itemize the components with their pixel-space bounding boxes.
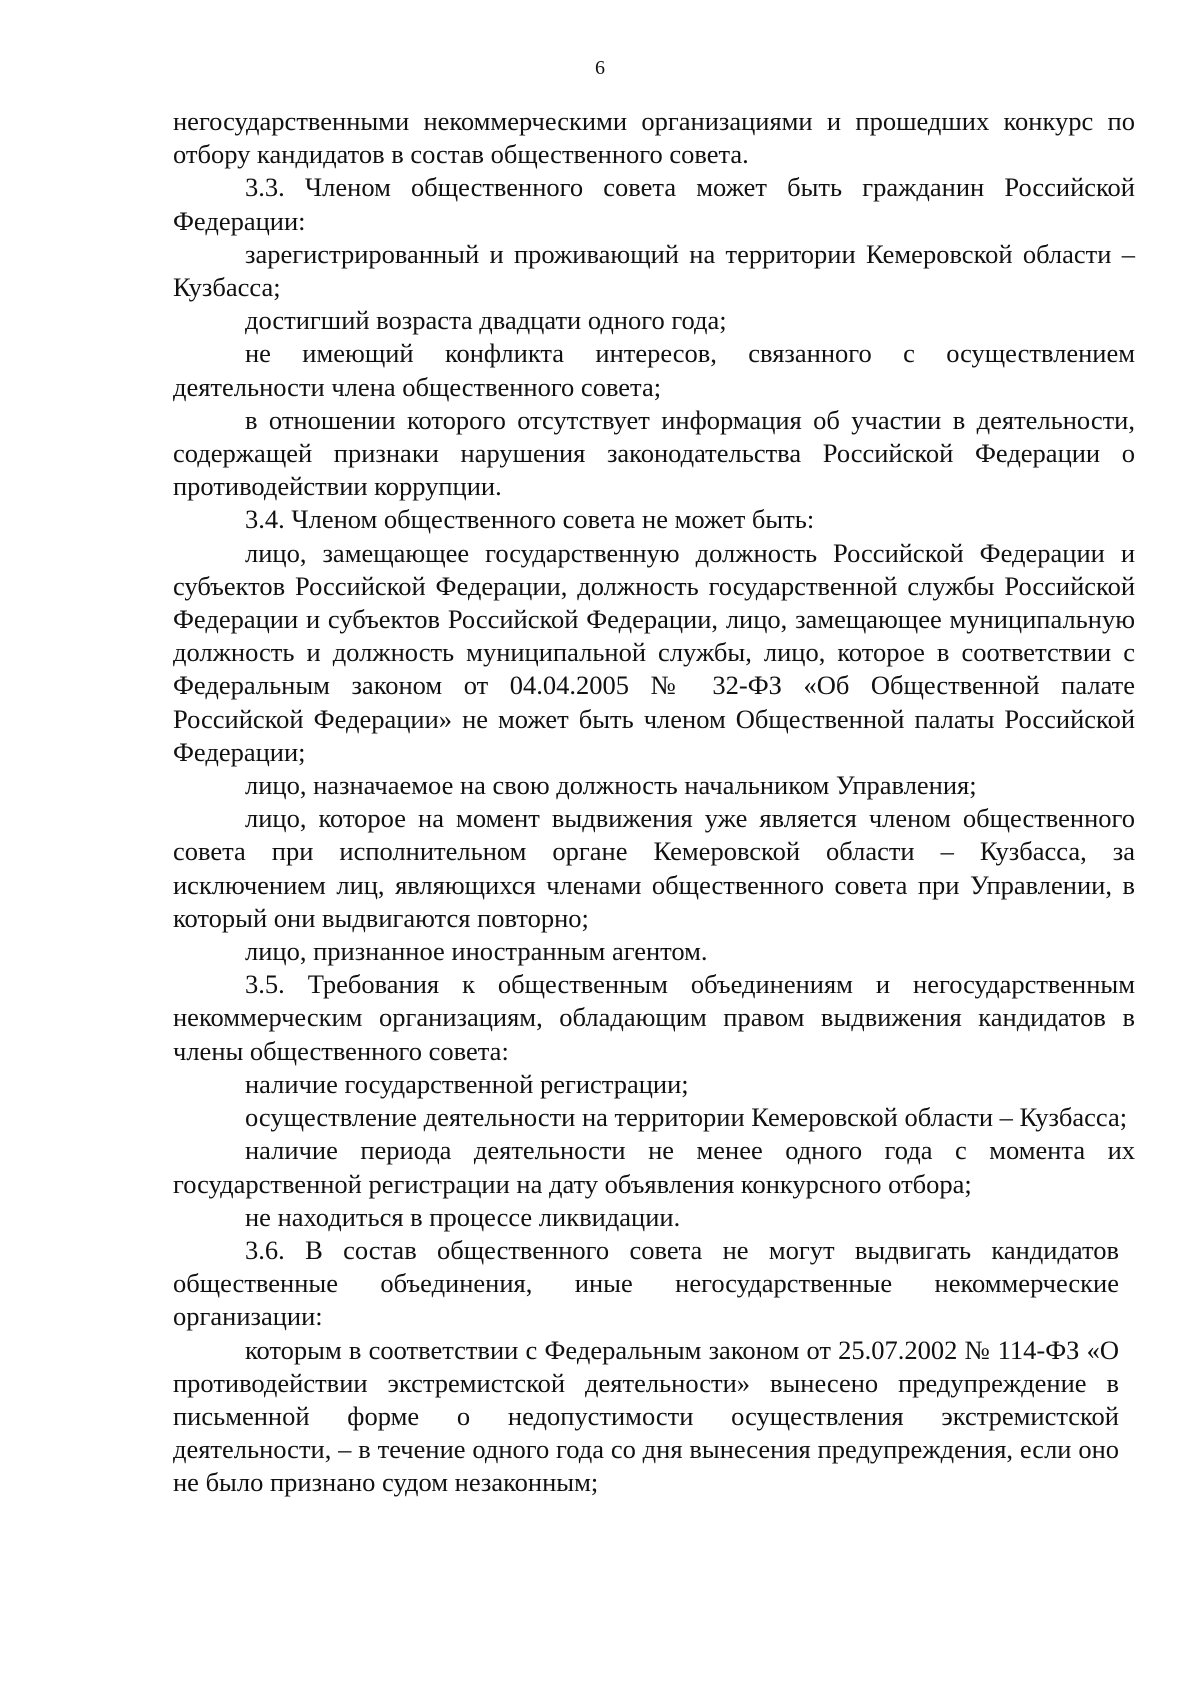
list-item-activity-period: наличие периода деятельности не менее одного года с момента их государственной регистрации на дату объявления конкурсного отбора; — [173, 1135, 1135, 1199]
document-body — [173, 105, 1135, 1500]
list-item-state-registration: наличие государственной регистрации; — [245, 1068, 689, 1099]
paragraph-3-6: 3.6. В состав общественного совета не могут выдвигать кандидатов общественные объединения, иные негосударственные некоммерческие организации: — [173, 1234, 1119, 1332]
list-item-no-corruption-info: в отношении которого отсутствует информация об участии в деятельности, содержащей признаки нарушения законодательства Российской Федерации о противодействии коррупции. — [173, 404, 1135, 502]
list-item-age-requirement: достигший возраста двадцати одного года; — [245, 305, 727, 336]
list-item-extremism-warning: которым в соответствии с Федеральным законом от 25.07.2002 № 114-ФЗ «О противодействии экстремистской деятельности» вынесено предупреждение в письменной форме о недопустимости осуществления экстремистской деятельности, – в течение одного года со дня вынесения предупреждения, если оно не было признано судом незаконным; — [173, 1334, 1119, 1498]
paragraph-3-3: 3.3. Членом общественного совета может быть гражданин Российской Федерации: — [173, 172, 1135, 236]
paragraph-3-5: 3.5. Требования к общественным объединениям и негосударственным некоммерческим организациям, обладающим правом выдвижения кандидатов в члены общественного совета: — [173, 969, 1135, 1066]
list-item-foreign-agent: лицо, признанное иностранным агентом. — [245, 936, 708, 967]
list-item-not-in-liquidation: не находиться в процессе ликвидации. — [245, 1201, 681, 1232]
list-item-state-official: лицо, замещающее государственную должность Российской Федерации и субъектов Российской Федерации, должность государственной службы Российской Федерации и субъектов Российской Федерации, лицо, замещающее муниципальную должность и должность муниципальной службы, лицо, которое в соответствии с Федеральным законом от 04.04.2005 № 32-ФЗ «Об Общественной палате Российской Федерации» не может быть членом Общественной палаты Российской Федерации; — [173, 537, 1135, 767]
list-item-no-conflict-of-interest: не имеющий конфликта интересов, связанного с осуществлением деятельности члена общественного совета; — [173, 338, 1135, 402]
paragraph-3-4: 3.4. Членом общественного совета не может быть: — [245, 504, 815, 535]
list-item-appointed-by-head: лицо, назначаемое на свою должность начальником Управления; — [245, 770, 977, 801]
paragraph-intro-continuation: негосударственными некоммерческими организациями и прошедших конкурс по отбору кандидатов в состав общественного совета. — [173, 106, 1135, 170]
list-item-registered-resident: зарегистрированный и проживающий на территории Кемеровской области – Кузбасса; — [173, 238, 1135, 303]
list-item-existing-council-member: лицо, которое на момент выдвижения уже является членом общественного совета при исполнительном органе Кемеровской области – Кузбасса, за исключением лиц, являющихся членами общественного совета при Управлении, в который они выдвигаются повторно; — [173, 803, 1135, 933]
page-number: 6 — [595, 57, 605, 79]
list-item-activity-territory: осуществление деятельности на территории Кемеровской области – Кузбасса; — [245, 1102, 1128, 1133]
